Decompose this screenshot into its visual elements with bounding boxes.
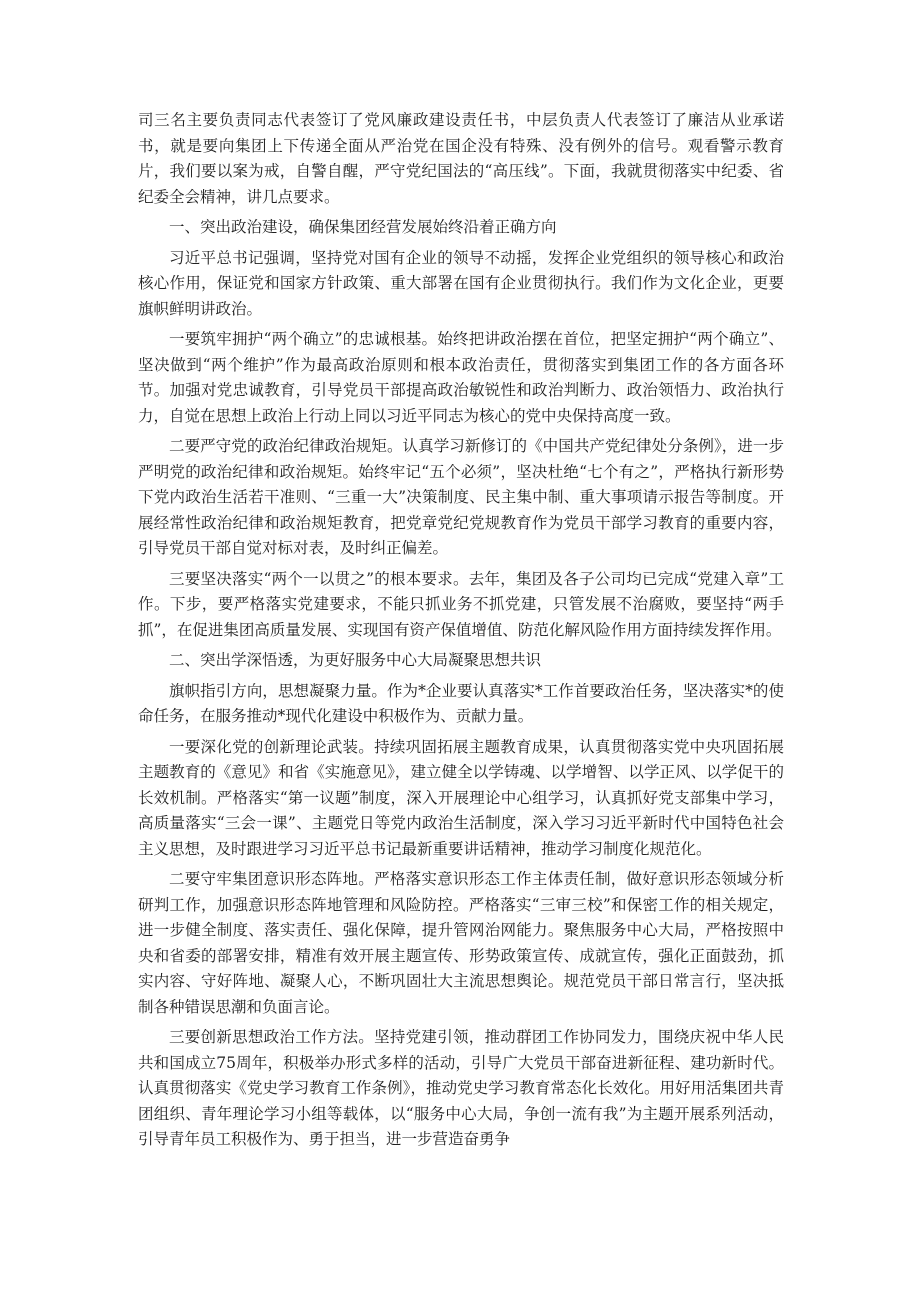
paragraph-section2-point1: 一要深化党的创新理论武装。持续巩固拓展主题教育成果，认真贯彻落实党中央巩固拓展主题教育的《意见》和省《实施意见》，建立健全以学铸魂、以学增智、以学正风、以学促干的长效机制。严格落实“第一议题”制度，深入开展理论中心组学习，认真抓好党支部集中学习，高质量落实“三会一课”、主题党日等党内政治生活制度，深入学习习近平新时代中国特色社会主义思想，及时跟进学习习近平总书记最新重要讲话精神，推动学习制度化规范化。 [138, 737, 784, 858]
paragraph-section2-point2: 二要守牢集团意识形态阵地。严格落实意识形态工作主体责任制，做好意识形态领域分析研判工作，加强意识形态阵地管理和风险防控。严格落实“三审三校”和保密工作的相关规定，进一步健全制度、落实责任、强化保障，提升管网治网能力。聚焦服务中心大局，严格按照中央和省委的部署安排，精准有效开展主题宣传、形势政策宣传、成就宣传，强化正面鼓劲，抓实内容、守好阵地、凝聚人心，不断巩固壮大主流思想舆论。规范党员干部日常言行，坚决抵制各种错误思潮和负面言论。 [138, 870, 784, 1016]
section-heading-1: 一、突出政治建设，确保集团经营发展始终沿着正确方向 [169, 218, 557, 236]
paragraph-section2-point3: 三要创新思想政治工作方法。坚持党建引领，推动群团工作协同发力，围绕庆祝中华人民共和国成立75周年，积极举办形式多样的活动，引导广大党员干部奋进新征程、建功新时代。认真贯彻落实《党史学习教育工作条例》，推动党史学习教育常态化长效化。用好用活集团共青团组织、青年理论学习小组等载体，以“服务中心大局，争创一流有我”为主题开展系列活动，引导青年员工积极作为、勇于担当，进一步营造奋勇争 [138, 1028, 784, 1148]
paragraph-section1-lead: 习近平总书记强调，坚持党对国有企业的领导不动摇，发挥企业党组织的领导核心和政治核心作用，保证党和国家方针政策、重大部署在国有企业贯彻执行。我们作为文化企业，更要旗帜鲜明讲政治。 [138, 248, 784, 318]
paragraph-section1-point3: 三要坚决落实“两个一以贯之”的根本要求。去年，集团及各子公司均已完成“党建入章”工作。下步，要严格落实党建要求，不能只抓业务不抓党建，只管发展不治腐败，要坚持“两手抓”，在促进集团高质量发展、实现国有资产保值增值、防范化解风险作用方面持续发挥作用。 [138, 569, 784, 639]
paragraph-section1-point1: 一要筑牢拥护“两个确立”的忠诚根基。始终把讲政治摆在首位，把坚定拥护“两个确立”、坚决做到“两个维护”作为最高政治原则和根本政治责任，贯彻落实到集团工作的各方面各环节。加强对党忠诚教育，引导党员干部提高政治敏锐性和政治判断力、政治领悟力、政治执行力，自觉在思想上政治上行动上同以习近平同志为核心的党中央保持高度一致。 [138, 330, 784, 425]
paragraph-section1-point2: 二要严守党的政治纪律政治规矩。认真学习新修订的《中国共产党纪律处分条例》，进一步严明党的政治纪律和政治规矩。始终牢记“五个必须”，坚决杜绝“七个有之”，严格执行新形势下党内政治生活若干准则、“三重一大”决策制度、民主集中制、重大事项请示报告等制度。开展经常性政治纪律和政治规矩教育，把党章党纪党规教育作为党员干部学习教育的重要内容，引导党员干部自觉对标对表，及时纠正偏差。 [138, 437, 784, 557]
document-page [138, 108, 784, 1158]
section-heading-2: 二、突出学深悟透，为更好服务中心大局凝聚思想共识 [169, 651, 542, 669]
paragraph-intro-continued: 司三名主要负责同志代表签订了党风廉政建设责任书，中层负责人代表签订了廉洁从业承诺书，就是要向集团上下传递全面从严治党在国企没有特殊、没有例外的信号。观看警示教育片，我们要以案为戒，自警自醒，严守党纪国法的“高压线”。下面，我就贯彻落实中纪委、省纪委全会精神，讲几点要求。 [138, 111, 784, 206]
paragraph-section2-lead: 旗帜指引方向，思想凝聚力量。作为*企业要认真落实*工作首要政治任务，坚决落实*的使命任务，在服务推动*现代化建设中积极作为、贡献力量。 [138, 681, 784, 725]
